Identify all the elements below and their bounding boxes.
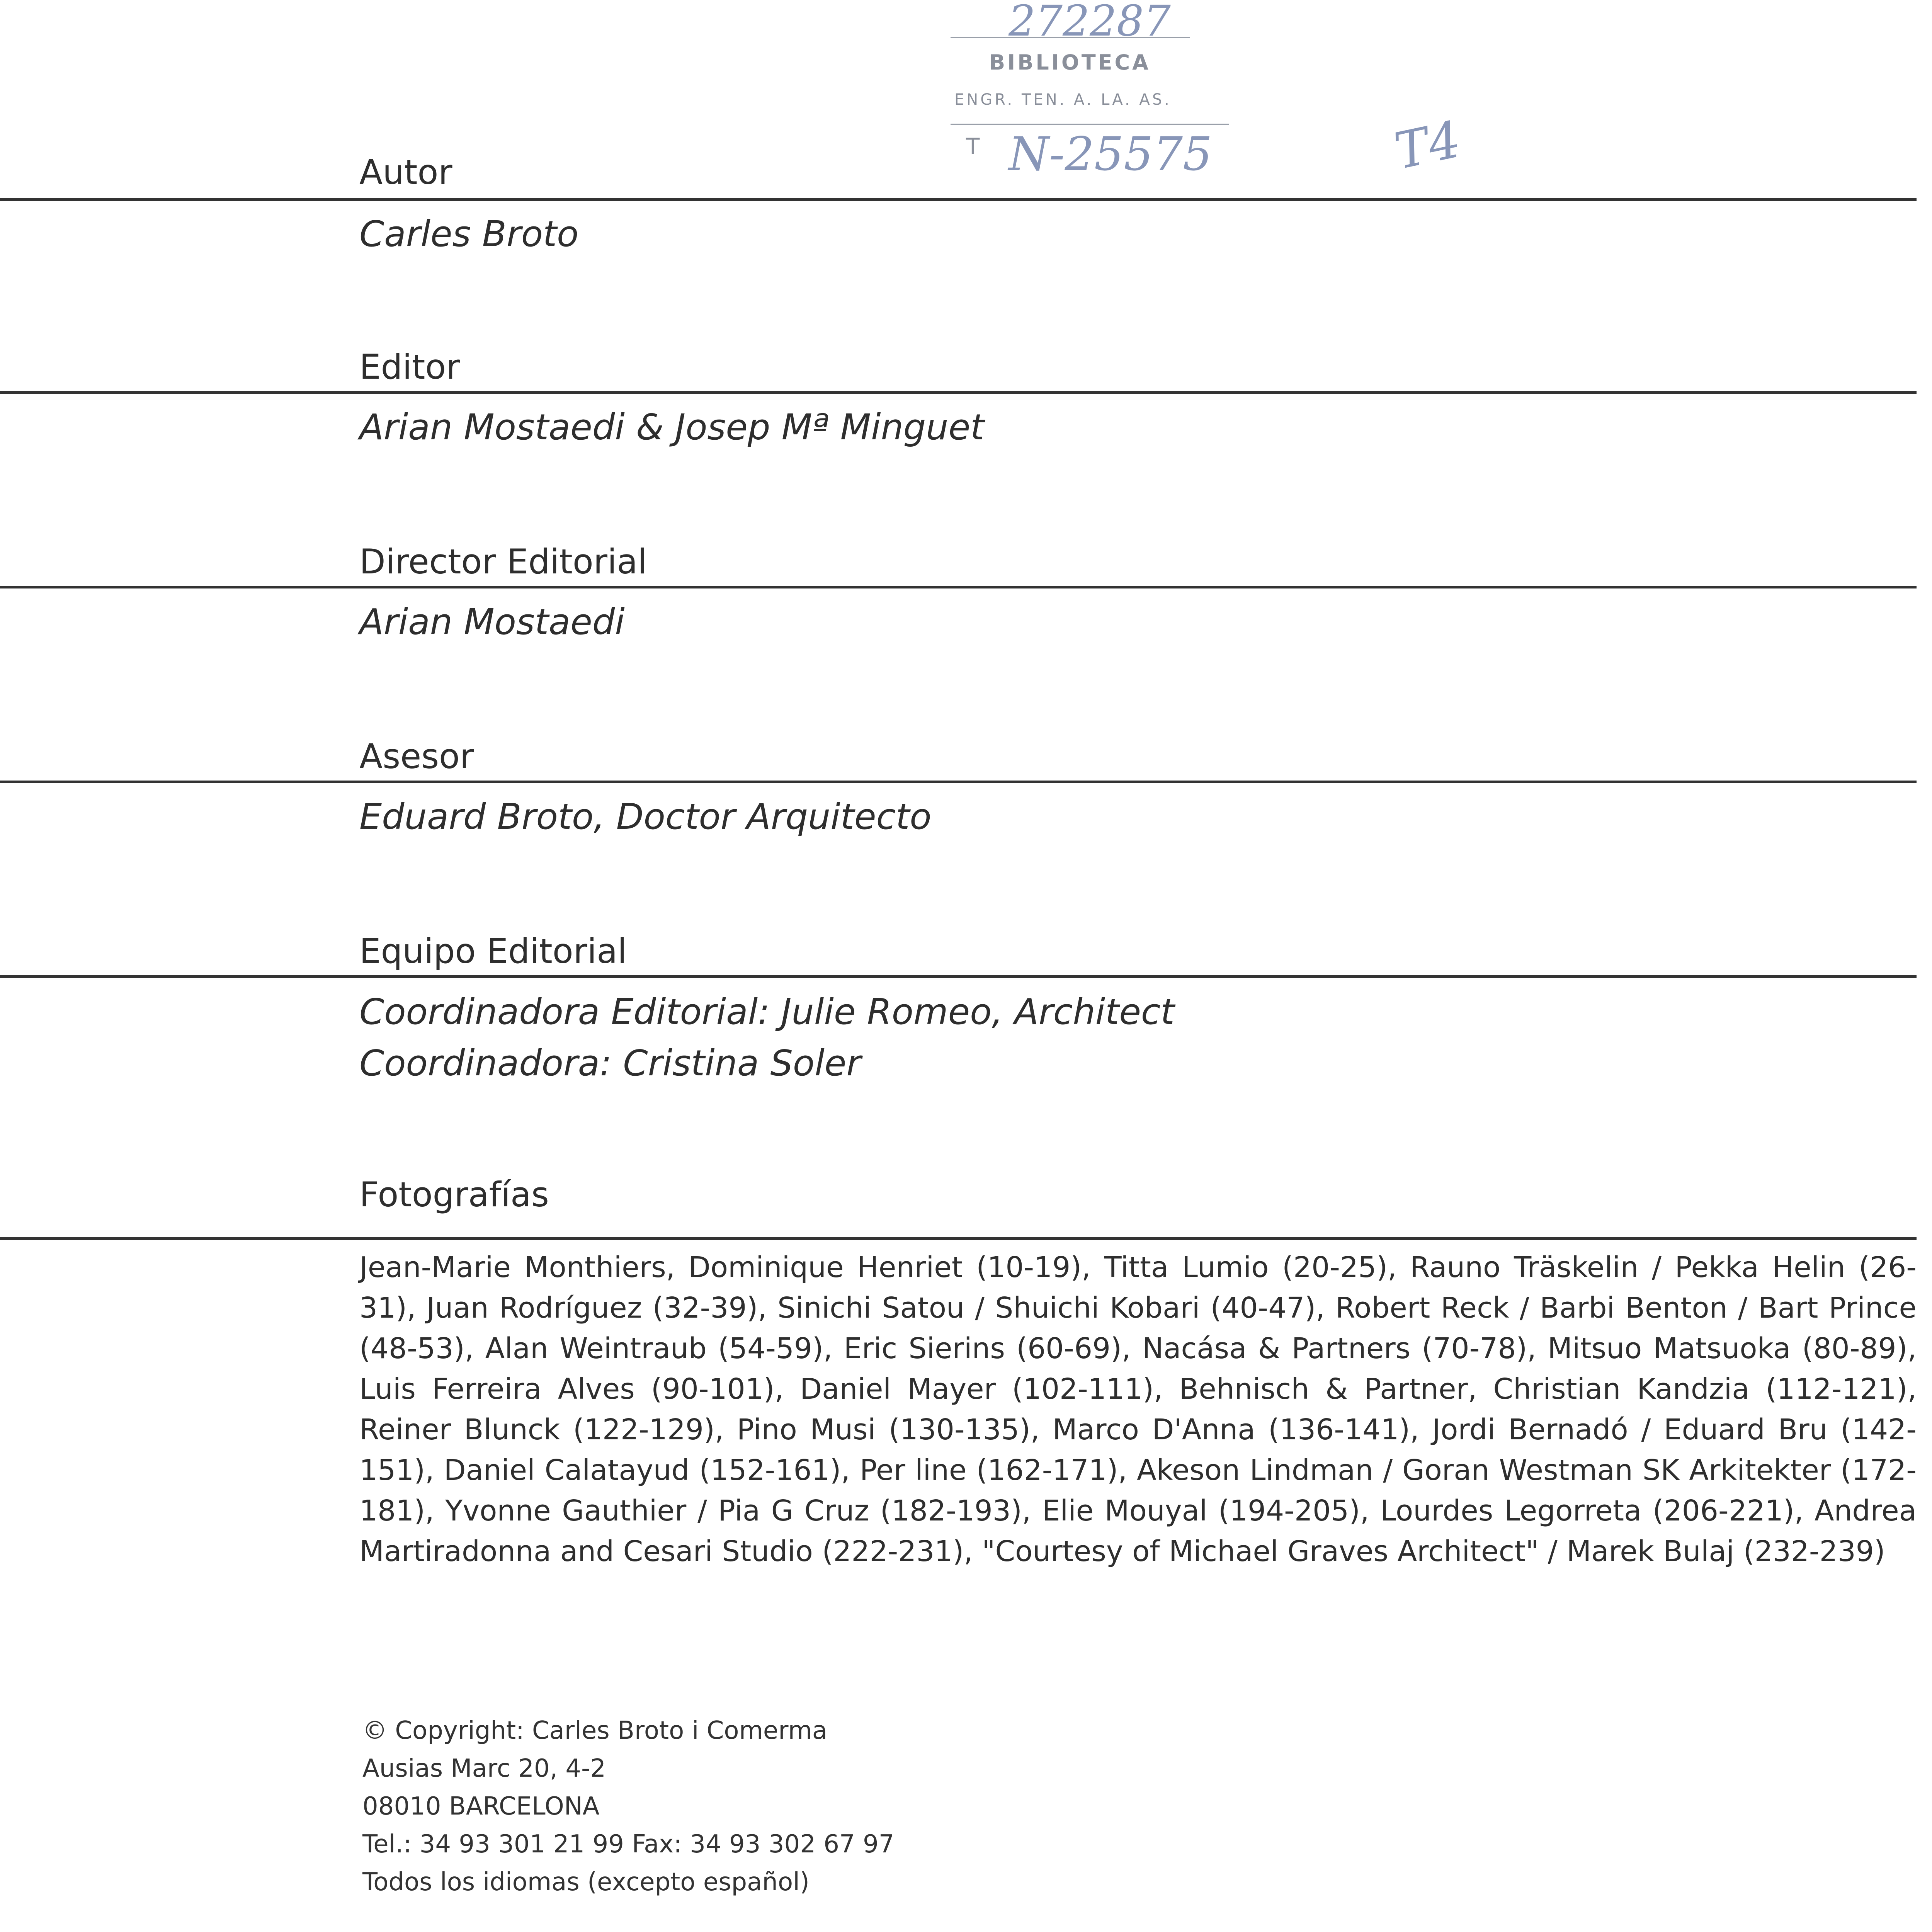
section-value: Coordinadora Editorial: Julie Romeo, Architect xyxy=(359,991,1175,1032)
section-rule xyxy=(0,975,1917,978)
stamp-library-subtitle: ENGR. TEN. A. LA. AS. xyxy=(954,91,1172,109)
section-rule xyxy=(0,781,1917,783)
section-rule xyxy=(0,1237,1917,1240)
page-edge-shadow xyxy=(1885,0,1932,850)
section-value: Carles Broto xyxy=(359,213,579,255)
section-label: Fotografías xyxy=(359,1175,549,1214)
section-value: Arian Mostaedi & Josep Mª Minguet xyxy=(359,406,985,448)
library-stamp xyxy=(943,0,1466,201)
section-rule xyxy=(0,198,1917,201)
stamp-ref-letter: T xyxy=(966,133,982,160)
section-value: Coordinadora: Cristina Soler xyxy=(359,1043,861,1084)
section-rule xyxy=(0,391,1917,394)
section-label: Autor xyxy=(359,152,452,192)
stamp-line xyxy=(951,124,1229,125)
stamp-library-name: BIBLIOTECA xyxy=(989,50,1151,75)
photo-credits: Jean-Marie Monthiers, Dominique Henriet (10-19), Titta Lumio (20-25), Rauno Träskelin / Pekka Helin (26-31), Juan Rodríguez (32-39), Sinichi Satou / Shuichi Kobari (40-47), Robert Reck / Barbi Benton / Bart Prince (48-53), Alan Weintraub (54-59), Eric Sierins (60-69), Nacása & Partners (70-78), Mitsuo Matsuoka (80-89), Luis Ferreira Alves (90-101), Daniel Mayer (102-111), Behnisch & Partner, Christian Kandzia (112-121), Reiner Blunck (122-129), Pino Musi (130-135), Marco D'Anna (136-141), Jordi Bernadó / Eduard Bru (142-151), Daniel Calatayud (152-161), Per line (162-171), Akeson Lindman / Goran Westman SK Arkitekter (172-181), Yvonne Gauthier / Pia G Cruz (182-193), Elie Mouyal (194-205), Lourdes Legorreta (206-221), Andrea Martiradonna and Cesari Studio (222-231), "Courtesy of Michael Graves Architect" / Marek Bulaj (232-239) xyxy=(359,1251,1917,1568)
section-rule xyxy=(0,586,1917,588)
city-line: 08010 BARCELONA xyxy=(362,1792,600,1821)
address-line: Ausias Marc 20, 4-2 xyxy=(362,1754,606,1783)
section-label: Asesor xyxy=(359,736,474,776)
stamp-margin-mark: T4 xyxy=(1389,110,1466,181)
section-label: Editor xyxy=(359,347,460,387)
section-value: Eduard Broto, Doctor Arquitecto xyxy=(359,796,932,837)
copyright-line: © Copyright: Carles Broto i Comerma xyxy=(362,1716,828,1745)
stamp-ref-number: N-25575 xyxy=(1009,128,1213,181)
stamp-number: 272287 xyxy=(1009,0,1171,46)
section-label: Equipo Editorial xyxy=(359,931,627,971)
copyright-block-1 xyxy=(362,1712,894,1901)
section-label: Director Editorial xyxy=(359,542,647,582)
language-line: Todos los idiomas (excepto español) xyxy=(362,1868,810,1896)
section-value: Arian Mostaedi xyxy=(359,601,625,643)
phone-fax-line: Tel.: 34 93 301 21 99 Fax: 34 93 302 67 97 xyxy=(362,1830,895,1859)
